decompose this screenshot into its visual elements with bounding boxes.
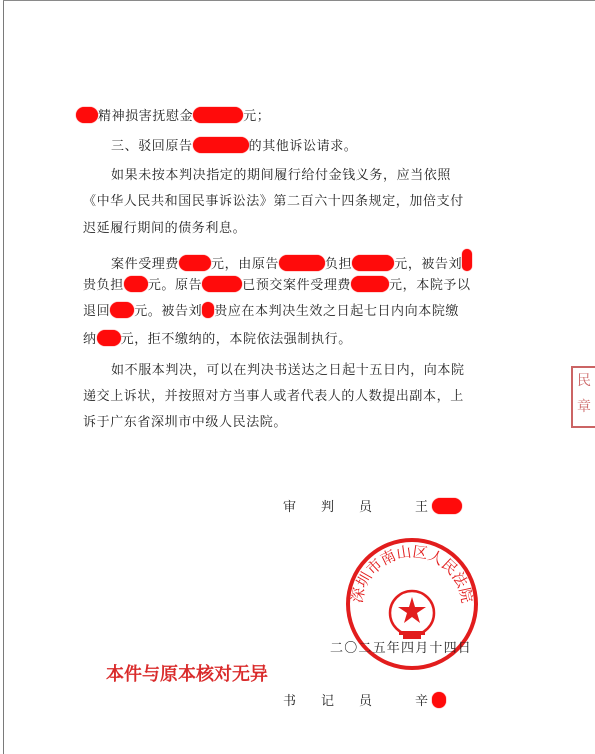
redaction xyxy=(202,276,242,292)
redaction xyxy=(432,692,446,708)
page-border-top xyxy=(3,0,595,1)
redaction xyxy=(193,107,243,123)
text-line-8: 退回 元。被告刘 贵应在本判决生效之日起七日内向本院缴 xyxy=(83,304,460,319)
side-partial-stamp xyxy=(571,366,595,428)
redaction xyxy=(97,330,121,346)
text-line-7: 贵负担 元。原告 已预交案件受理费 元，本院予以 xyxy=(83,278,471,293)
text-line-12: 诉于广东省深圳市中级人民法院。 xyxy=(83,415,288,430)
text-line-9: 纳 元，拒不缴纳的，本院依法强制执行。 xyxy=(83,332,352,347)
certify-stamp: 本件与原本核对无异 xyxy=(106,664,268,685)
text-line-3: 如果未按本判决指定的期间履行给付金钱义务，应当依照 xyxy=(111,168,452,183)
text-line-11: 递交上诉状，并按照对方当事人或者代表人的人数提出副本，上 xyxy=(83,389,464,404)
judge-signature xyxy=(283,498,462,517)
text-line-5: 迟延履行期间的债务利息。 xyxy=(83,221,247,236)
redaction xyxy=(432,498,462,514)
page-border-left xyxy=(3,0,4,754)
side-stamp-char: 章 xyxy=(577,399,591,415)
national-emblem xyxy=(390,591,434,639)
clerk-char: 书 xyxy=(283,694,297,709)
clerk-surname: 辛 xyxy=(415,694,429,709)
redaction xyxy=(124,276,148,292)
redaction xyxy=(202,302,214,318)
side-stamp-char: 民 xyxy=(577,373,591,389)
redaction xyxy=(110,302,134,318)
clerk-signature xyxy=(283,692,446,711)
redaction xyxy=(179,255,211,271)
redaction xyxy=(76,107,98,123)
redaction xyxy=(279,255,325,271)
judge-char: 判 xyxy=(321,500,335,515)
judge-char: 员 xyxy=(359,500,373,515)
text-line-1: 精神损害抚慰金 元； xyxy=(76,107,516,126)
redaction xyxy=(352,255,394,271)
redaction xyxy=(193,137,249,153)
text-line-4: 《中华人民共和国民事诉讼法》第二百六十四条规定，加倍支付 xyxy=(83,194,464,209)
clerk-char: 记 xyxy=(321,694,335,709)
text-line-2: 三、驳回原告 的其他诉讼请求。 xyxy=(111,139,358,154)
clerk-char: 员 xyxy=(359,694,373,709)
redaction xyxy=(351,276,389,292)
judgment-date: 二〇二五年四月十四日 xyxy=(330,641,473,656)
judge-char: 审 xyxy=(283,500,297,515)
text-line-6: 案件受理费 元，由原告 负担 元，被告刘 xyxy=(111,249,523,274)
seal-text: 深圳市南山区人民法院 xyxy=(347,542,477,605)
redaction xyxy=(462,249,472,271)
judge-surname: 王 xyxy=(415,500,429,515)
text-line-10: 如不服本判决，可以在判决书送达之日起十五日内，向本院 xyxy=(111,363,465,378)
